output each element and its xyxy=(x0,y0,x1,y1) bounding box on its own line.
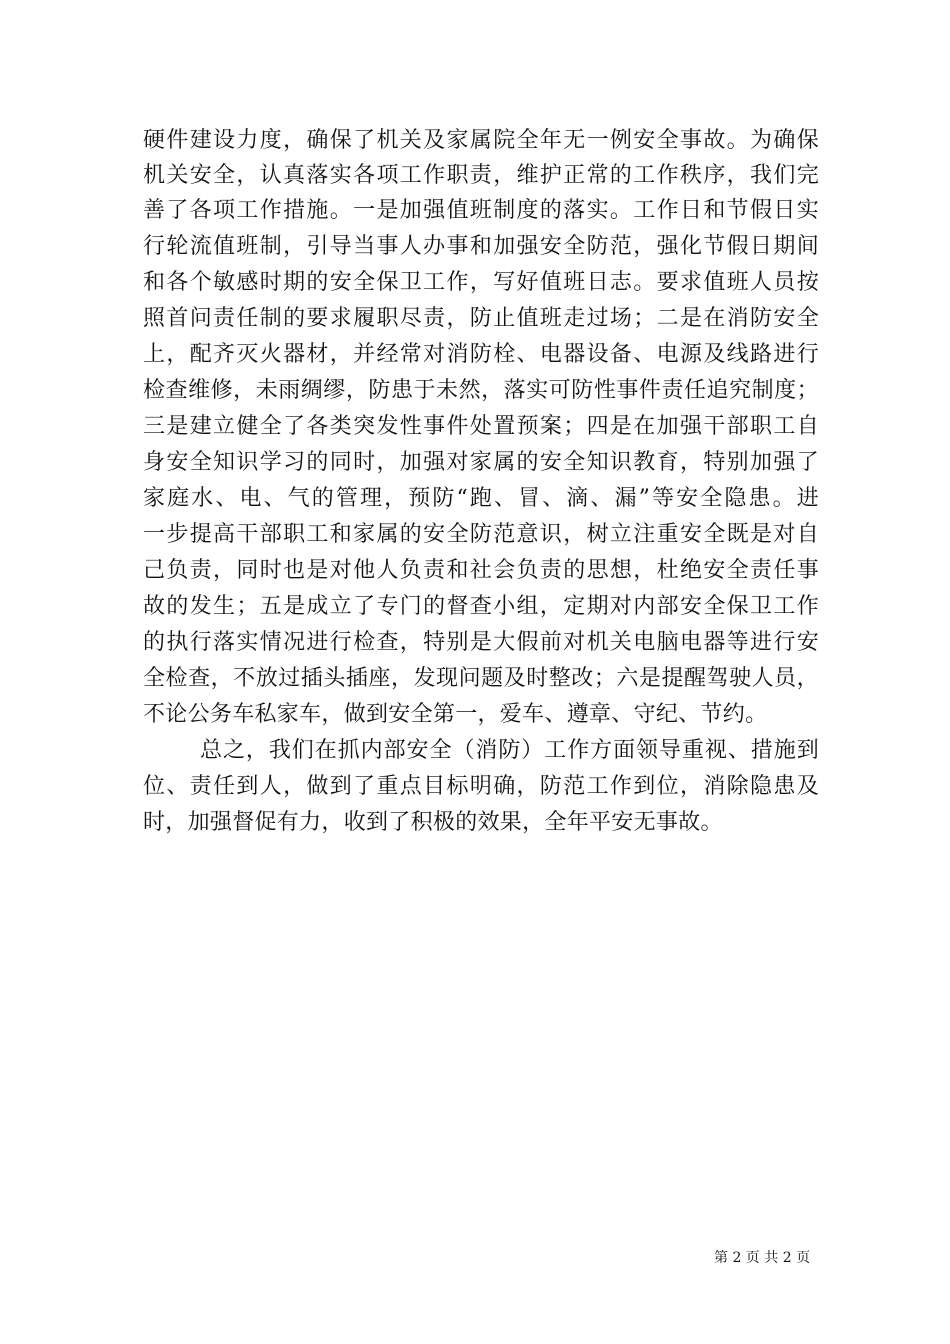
paragraph-line: 检查维修，未雨绸缪，防患于未然，落实可防性事件责任追究制度； xyxy=(143,378,819,403)
paragraph-line: 身安全知识学习的同时，加强对家属的安全知识教育，特别加强了 xyxy=(143,450,819,475)
paragraph-line: 照首问责任制的要求履职尽责，防止值班走过场；二是在消防安全 xyxy=(143,306,819,331)
paragraph-line: 上，配齐灭火器材，并经常对消防栓、电器设备、电源及线路进行 xyxy=(143,342,819,367)
paragraph-line: 不论公务车私家车，做到安全第一，爱车、遵章、守纪、节约。 xyxy=(143,702,768,727)
paragraph-line: 家庭水、电、气的管理，预防“跑、冒、滴、漏”等安全隐患。进 xyxy=(143,486,819,511)
paragraph-line: 己负责，同时也是对他人负责和社会负责的思想，杜绝安全责任事 xyxy=(143,558,819,583)
paragraph-line: 一步提高干部职工和家属的安全防范意识，树立注重安全既是对自 xyxy=(143,522,819,547)
paragraph-line: 位、责任到人，做到了重点目标明确，防范工作到位，消除隐患及 xyxy=(143,774,819,799)
paragraph-line: 和各个敏感时期的安全保卫工作，写好值班日志。要求值班人员按 xyxy=(143,270,819,295)
paragraph-line: 时，加强督促有力，收到了积极的效果，全年平安无事故。 xyxy=(143,810,723,835)
paragraph-line: 故的发生；五是成立了专门的督查小组，定期对内部安全保卫工作 xyxy=(143,594,819,619)
paragraph-line: 善了各项工作措施。一是加强值班制度的落实。工作日和节假日实 xyxy=(143,198,819,223)
paragraph-line: 三是建立健全了各类突发性事件处置预案；四是在加强干部职工自 xyxy=(143,414,819,439)
paragraph-line: 全检查，不放过插头插座，发现问题及时整改；六是提醒驾驶人员， xyxy=(143,666,819,691)
paragraph-line: 行轮流值班制，引导当事人办事和加强安全防范，强化节假日期间 xyxy=(143,234,819,259)
paragraph-line: 总之，我们在抓内部安全（消防）工作方面领导重视、措施到 xyxy=(200,738,819,763)
paragraph-line: 硬件建设力度，确保了机关及家属院全年无一例安全事故。为确保 xyxy=(143,128,819,153)
paragraph-line: 的执行落实情况进行检查，特别是大假前对机关电脑电器等进行安 xyxy=(143,630,819,655)
page-number: 第 2 页 共 2 页 xyxy=(714,1250,811,1266)
paragraph-line: 机关安全，认真落实各项工作职责，维护正常的工作秩序，我们完 xyxy=(143,163,819,188)
